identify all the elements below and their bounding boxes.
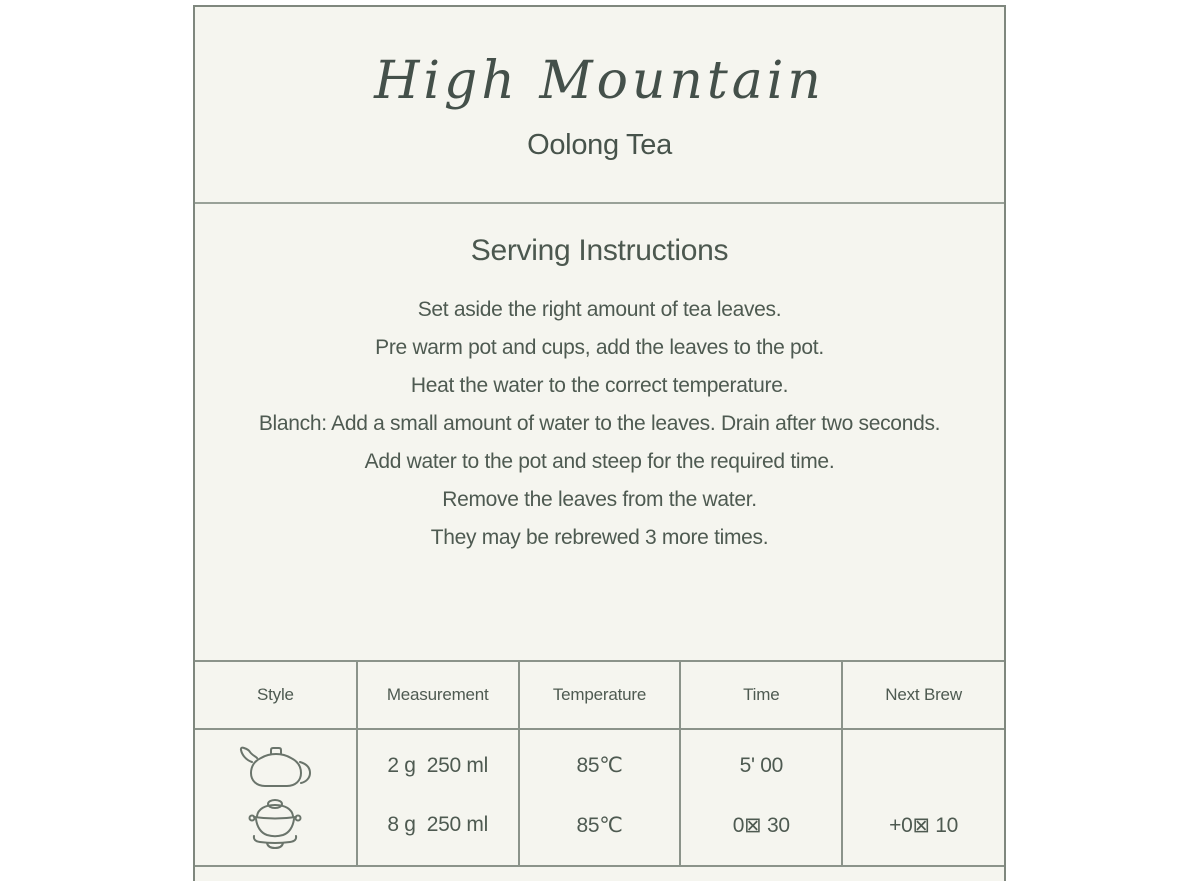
table-row — [195, 729, 1004, 793]
brand-subtitle: Oolong Tea — [527, 129, 672, 161]
column-header-next-brew: Next Brew — [842, 661, 1004, 729]
brewing-table — [195, 660, 1004, 867]
next-brew-value — [842, 729, 1004, 793]
next-brew-value: +0⊠ 10 — [842, 793, 1004, 866]
next-section-cutoff — [195, 867, 1004, 881]
column-header-measurement: Measurement — [357, 661, 519, 729]
brewing-table-header-row — [195, 661, 1004, 729]
gaiwan-icon — [195, 797, 356, 853]
serving-step: They may be rebrewed 3 more times. — [430, 526, 769, 549]
serving-step: Blanch: Add a small amount of water to the leaves. Drain after two seconds. — [258, 412, 941, 435]
label-header — [195, 7, 1004, 202]
time-value: 0⊠ 30 — [680, 793, 842, 866]
column-header-temperature: Temperature — [519, 661, 681, 729]
style-cell — [195, 793, 357, 866]
serving-step: Heat the water to the correct temperature. — [410, 374, 789, 397]
serving-step: Add water to the pot and steep for the required time. — [364, 450, 835, 473]
serving-instructions-heading: Serving Instructions — [470, 234, 729, 267]
serving-step: Set aside the right amount of tea leaves. — [417, 298, 782, 321]
column-header-style: Style — [195, 661, 357, 729]
time-value: 5' 00 — [680, 729, 842, 793]
temperature-value: 85℃ — [519, 793, 681, 866]
tea-label-card — [193, 5, 1006, 881]
serving-step: Pre warm pot and cups, add the leaves to the pot. — [375, 336, 824, 359]
measurement-value: 8 g 250 ml — [357, 793, 519, 866]
teapot-icon — [195, 742, 356, 790]
serving-instructions-section — [195, 202, 1004, 660]
serving-step: Remove the leaves from the water. — [442, 488, 757, 511]
serving-steps — [250, 294, 950, 554]
style-cell — [195, 729, 357, 793]
table-row — [195, 793, 1004, 866]
brand-title: High Mountain — [374, 51, 825, 111]
column-header-time: Time — [680, 661, 842, 729]
temperature-value: 85℃ — [519, 729, 681, 793]
measurement-value: 2 g 250 ml — [357, 729, 519, 793]
